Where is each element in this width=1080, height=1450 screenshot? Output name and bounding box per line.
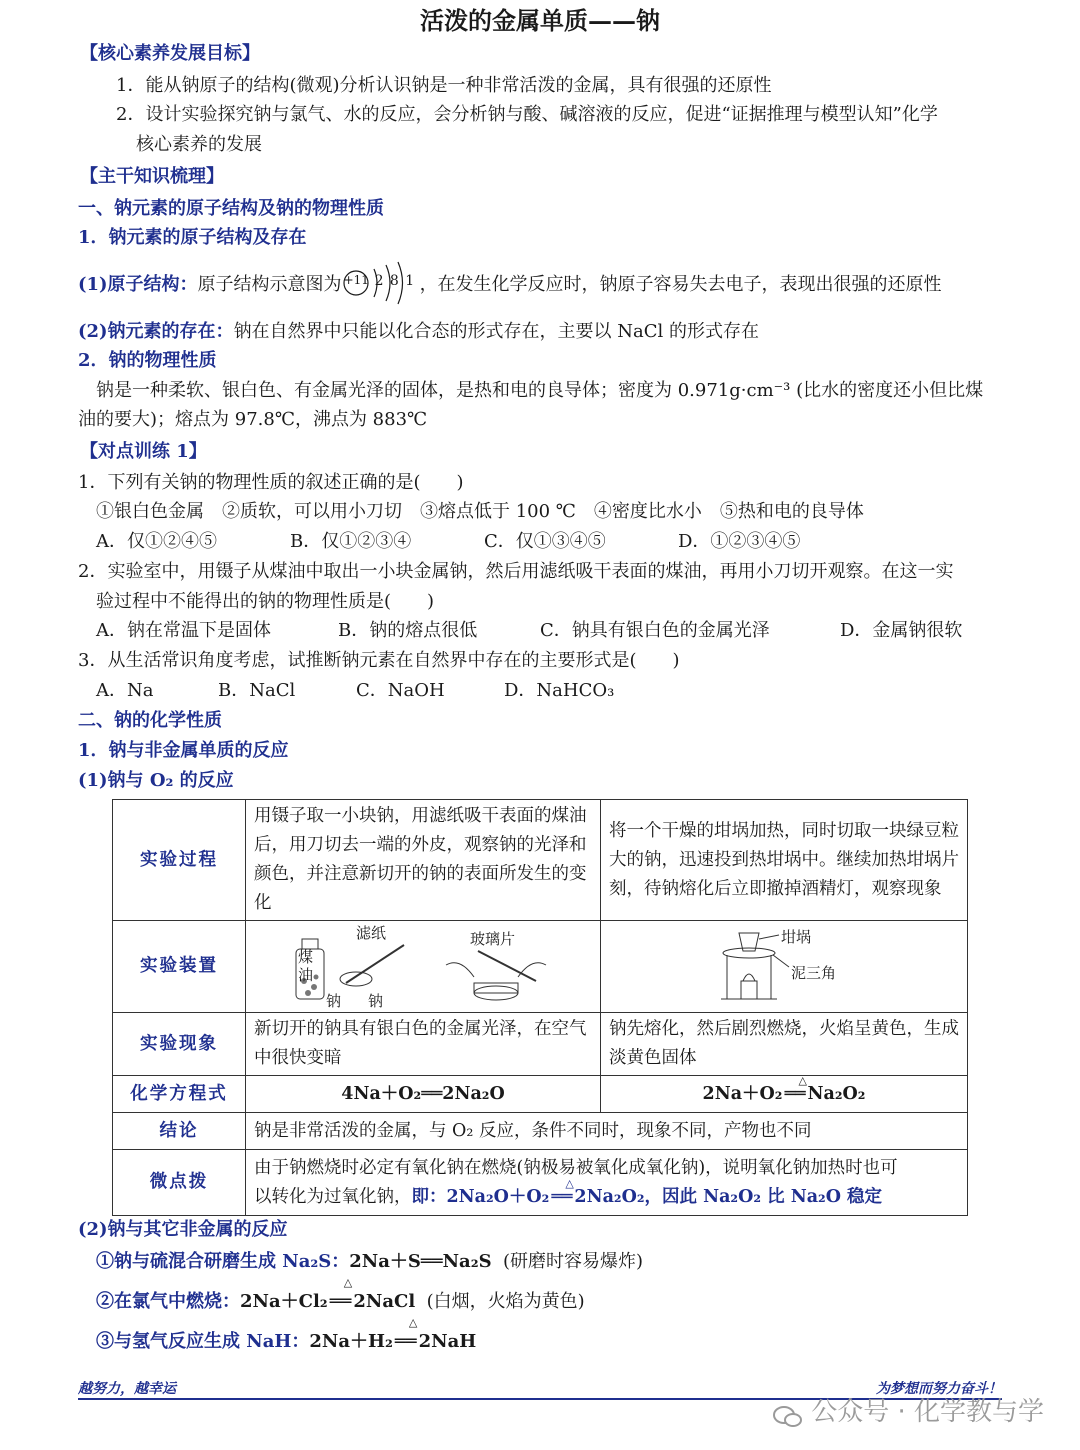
- question-1-options: ①银白色金属 ②质软，可以用小刀切 ③熔点低于 100 ℃ ④密度比水小 ⑤热和电的良导体: [96, 501, 864, 522]
- question-3-choice-b: B．NaCl: [218, 680, 296, 701]
- watermark-text: 公众号 · 化学教与学: [811, 1397, 1044, 1427]
- equation-left: 4Na＋O₂══2Na₂O: [246, 1076, 601, 1113]
- label-clay-triangle: 泥三角: [791, 964, 837, 982]
- element-existence-line: [78, 318, 759, 347]
- heat-icon: △: [565, 1176, 574, 1190]
- reaction-3-product: 2NaH: [418, 1331, 477, 1352]
- footer-right-slogan: 为梦想而努力奋斗！: [876, 1381, 1002, 1397]
- label-kerosene-1: 煤: [298, 948, 314, 966]
- apparatus-right: [601, 921, 968, 1013]
- reaction-2-reactants: 2Na＋Cl₂: [240, 1291, 328, 1312]
- question-2-choice-a: A．钠在常温下是固体: [96, 620, 271, 641]
- label-sodium-1: 钠: [326, 992, 342, 1010]
- label-conclusion: 结论: [113, 1113, 246, 1150]
- tip-equation-reactants: 即：2Na₂O＋O₂: [411, 1186, 550, 1207]
- atom-structure-label: (1)原子结构：: [78, 274, 198, 295]
- question-2-choice-d: D．金属钠很软: [840, 620, 963, 641]
- atom-text-a: 原子结构示意图为: [197, 274, 342, 295]
- table-row: [113, 800, 968, 921]
- heat-icon: △: [798, 1073, 807, 1087]
- table-row: [113, 1076, 968, 1113]
- question-2-choice-b: B．钠的熔点很低: [338, 620, 478, 641]
- table-row: [113, 1150, 968, 1216]
- other-nonmetal-heading: (2)钠与其它非金属的反应: [78, 1219, 288, 1240]
- goal-item-2-cont: 核心素养的发展: [136, 134, 262, 155]
- tip-line-2: [254, 1176, 959, 1212]
- label-glass-slide: 玻璃片: [470, 930, 516, 948]
- tip-line-2a: 以转化为过氧化钠，: [254, 1186, 412, 1207]
- chem-subsection-1-heading: 1．钠与非金属单质的反应: [78, 740, 289, 761]
- goal-item-1: 1．能从钠原子的结构(微观)分析认识钠是一种非常活泼的金属，具有很强的还原性: [116, 75, 772, 96]
- label-process: 实验过程: [113, 800, 246, 921]
- reaction-3-reactants: 2Na＋H₂: [309, 1331, 393, 1352]
- reaction-3-line: [96, 1316, 477, 1357]
- label-equation: 化学方程式: [113, 1076, 246, 1113]
- reaction-1-note: (研磨时容易爆炸): [503, 1251, 644, 1272]
- label-phenomenon: 实验现象: [113, 1013, 246, 1076]
- experiment-table: [112, 799, 968, 1216]
- table-row: [113, 1113, 968, 1150]
- label-crucible: 坩埚: [781, 928, 812, 946]
- question-3-choice-d: D．NaHCO₃: [504, 680, 615, 701]
- conclusion-text: 钠是非常活泼的金属，与 O₂ 反应，条件不同时，现象不同，产物也不同: [246, 1113, 968, 1150]
- question-2-line-2: 验过程中不能得出的钠的物理性质是( ): [96, 591, 435, 612]
- reaction-2-product: 2NaCl: [353, 1291, 416, 1312]
- question-2-choice-c: C．钠具有银白色的金属光泽: [540, 620, 770, 641]
- o2-reaction-heading: (1)钠与 O₂ 的反应: [78, 770, 234, 791]
- heat-icon: △: [408, 1316, 418, 1329]
- table-row: [113, 1013, 968, 1076]
- atom-structure-line: [78, 271, 942, 300]
- phenomenon-left: 新切开的钠具有银白色的金属光泽，在空气中很快变暗: [246, 1013, 601, 1076]
- watermark: [773, 1392, 1044, 1434]
- physical-property-line-2: 油的要大)；熔点为 97.8℃，沸点为 883℃: [78, 409, 428, 430]
- label-tip: 微点拨: [113, 1150, 246, 1216]
- knowledge-header: 【主干知识梳理】: [80, 166, 224, 187]
- heat-icon: △: [343, 1276, 353, 1289]
- reaction-1-label: ①钠与硫混合研磨生成 Na₂S：: [96, 1251, 350, 1272]
- existence-label: (2)钠元素的存在：: [78, 321, 234, 342]
- apparatus-left: [246, 921, 601, 1013]
- question-3: 3．从生活常识角度考虑，试推断钠元素在自然界中存在的主要形式是( ): [78, 650, 680, 671]
- subsection-1-heading: 1．钠元素的原子结构及存在: [78, 227, 307, 248]
- question-3-choice-c: C．NaOH: [356, 680, 445, 701]
- question-1-choice-b: B．仅①②③④: [290, 531, 412, 552]
- process-right: 将一个干燥的坩埚加热，同时切取一块绿豆粒大的钠，迅速投到热坩埚中。继续加热坩埚片刻，待钠熔化后立即撤掉酒精灯，观察现象: [601, 800, 968, 921]
- table-row: [113, 921, 968, 1013]
- process-left: 用镊子取一小块钠，用滤纸吸干表面的煤油后，用刀切去一端的外皮，观察钠的光泽和颜色，并注意新切开的钠的表面所发生的变化: [246, 800, 601, 921]
- wechat-icon-svg: [773, 1405, 803, 1429]
- section-2-heading: 二、钠的化学性质: [78, 710, 222, 731]
- wechat-icon: [773, 1401, 803, 1425]
- question-3-choice-a: A．Na: [96, 680, 154, 701]
- atom-text-b: ，在发生化学反应时，钠原子容易失去电子，表现出很强的还原性: [419, 274, 942, 295]
- reaction-3-label: ③与氢气反应生成 NaH：: [96, 1331, 310, 1352]
- equation-right: [601, 1073, 968, 1113]
- goals-header: 【核心素养发展目标】: [80, 43, 260, 64]
- reaction-2-line: [96, 1276, 585, 1317]
- goal-item-2: 2．设计实验探究钠与氯气、水的反应，会分析钠与酸、碱溶液的反应，促进“证据推理与模型认知”化学: [116, 104, 938, 125]
- tip-heat-arrow: △ ══: [549, 1183, 574, 1212]
- equation-right-reactants: 2Na＋O₂: [702, 1083, 783, 1104]
- atom-diagram: [342, 271, 420, 299]
- reaction-2-note: (白烟，火焰为黄色): [426, 1291, 585, 1312]
- subsection-2-heading: 2．钠的物理性质: [78, 350, 217, 371]
- atom-shells: 2 8 1: [374, 273, 416, 289]
- label-kerosene-2: 油: [298, 966, 314, 984]
- physical-property-line-1: 钠是一种柔软、银白色、有金属光泽的固体，是热和电的良导体；密度为 0.971g·cm⁻³ (比水的密度还小但比煤: [96, 380, 984, 401]
- label-apparatus: 实验装置: [113, 921, 246, 1013]
- question-1: 1．下列有关钠的物理性质的叙述正确的是( ): [78, 472, 464, 493]
- page-title: 活泼的金属单质——钠: [420, 6, 660, 35]
- question-2-line-1: 2．实验室中，用镊子从煤油中取出一小块金属钠，然后用滤纸吸干表面的煤油，再用小刀切开观察。在这一实: [78, 561, 954, 582]
- tip-equation-rest: 2Na₂O₂，因此 Na₂O₂ 比 Na₂O 稳定: [574, 1186, 883, 1207]
- tip-cell: [246, 1150, 968, 1216]
- atom-nucleus: +11: [343, 273, 369, 287]
- existence-text: 钠在自然界中只能以化合态的形式存在，主要以 NaCl 的形式存在: [233, 321, 760, 342]
- question-1-choice-a: A．仅①②④⑤: [96, 531, 217, 552]
- reaction-2-label: ②在氯气中燃烧：: [96, 1291, 240, 1312]
- reaction-1-equation: 2Na＋S══Na₂S: [349, 1251, 492, 1272]
- reaction-3-heat-arrow: △ ══: [394, 1316, 418, 1352]
- section-1-heading: 一、钠元素的原子结构及钠的物理性质: [78, 198, 384, 219]
- reaction-2-heat-arrow: △ ══: [329, 1276, 353, 1312]
- tip-line-1: 由于钠燃烧时必定有氧化钠在燃烧(钠极易被氧化成氧化钠)，说明氧化钠加热时也可: [254, 1157, 898, 1178]
- footer-left-slogan: 越努力，越幸运: [78, 1381, 176, 1397]
- equation-right-product: Na₂O₂: [807, 1083, 866, 1104]
- reaction-1-line: [96, 1248, 643, 1277]
- question-1-choice-d: D．①②③④⑤: [678, 531, 801, 552]
- phenomenon-right: 钠先熔化，然后剧烈燃烧，火焰呈黄色，生成淡黄色固体: [601, 1013, 968, 1076]
- question-1-choice-c: C．仅①③④⑤: [484, 531, 606, 552]
- label-sodium-2: 钠: [368, 992, 384, 1010]
- heat-arrow: △ ══: [782, 1080, 807, 1109]
- label-filter-paper: 滤纸: [356, 924, 387, 942]
- training-header: 【对点训练 1】: [80, 441, 207, 462]
